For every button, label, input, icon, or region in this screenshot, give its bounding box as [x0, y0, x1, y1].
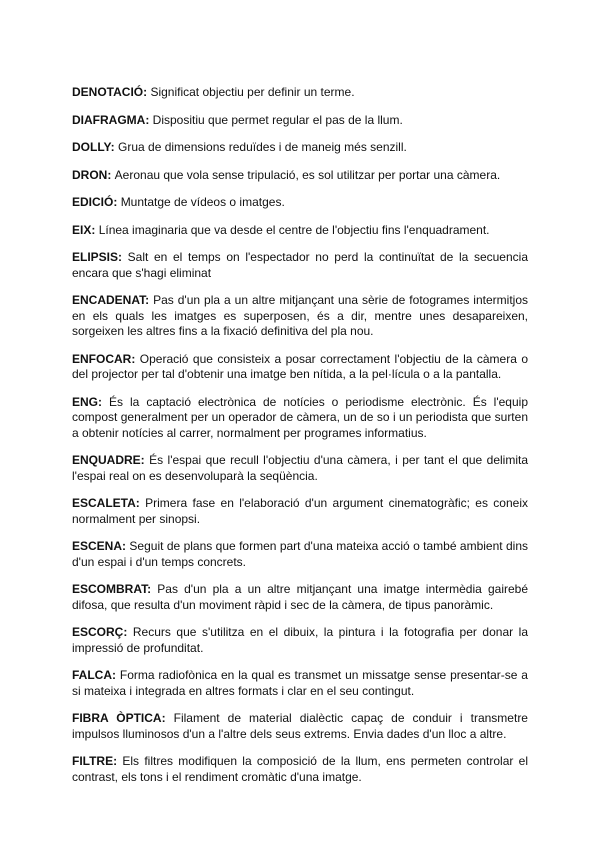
glossary-definition: Els filtres modifiquen la composició de la llum, ens permeten controlar el contrast, els tons i el rendiment cromàtic d'una imatge. — [72, 754, 528, 784]
glossary-term: DIAFRAGMA: — [72, 112, 150, 127]
glossary-definition: Filament de material dialèctic capaç de conduir i transmetre impulsos lluminosos d'un a l'altre dels seus extrems. Envia dades d'un lloc a altre. — [72, 711, 528, 741]
glossary-definition: És la captació electrònica de notícies o periodisme electrònic. És l'equip compost generalment per un operador de càmera, un de so i un periodista que surten a obtenir notícies al carrer, normalment per programes informatius. — [72, 394, 528, 440]
glossary-term: ESCORÇ: — [72, 625, 128, 639]
glossary-definition: Seguit de plans que formen part d'una mateixa acció o també ambient dins d'un espai i d'un temps concrets. — [72, 539, 528, 569]
glossary-entry — [72, 668, 528, 699]
glossary-entry — [72, 250, 528, 281]
glossary-definition: Recurs que s'utilitza en el dibuix, la pintura i la fotografia per donar la impressió de profunditat. — [72, 625, 529, 655]
glossary-definition: Pas d'un pla a un altre mitjançant una sèrie de fotogrames intermitjos en els quals les imatges es superposen, és a dir, mentre unes desapareixen, sorgeixen les altres fins a la fixació definitiva del pla nou. — [72, 293, 528, 338]
glossary-entry — [72, 496, 528, 527]
glossary-definition: Grua de dimensions reduïdes i de maneig més senzill. — [118, 140, 407, 154]
glossary-definition: Aeronau que vola sense tripulació, es sol utilitzar per portar una càmera. — [114, 167, 501, 182]
glossary-term: EIX: — [72, 222, 96, 237]
glossary-definition: Pas d'un pla a un altre mitjançant una imatge intermèdia gairebé difosa, que resulta d'un moviment ràpid i sec de la càmera, de tipus panoràmic. — [72, 582, 529, 612]
glossary-definition: Salt en el temps on l'espectador no perd la continuïtat de la secuencia encara que s'hagi eliminat — [72, 250, 528, 280]
glossary-term: ELIPSIS: — [72, 250, 123, 264]
glossary-entry — [72, 539, 528, 570]
glossary-term: ENG: — [72, 394, 102, 409]
glossary-term: ESCENA: — [72, 539, 127, 553]
glossary-entry — [72, 754, 528, 785]
glossary-term: ENFOCAR: — [72, 351, 136, 366]
glossary-term: DRON: — [72, 167, 112, 182]
glossary-definition: És l'espai que recull l'objectiu d'una càmera, i per tant el que delimita l'espai real on es desenvoluparà la seqüència. — [72, 453, 528, 483]
glossary-entry — [72, 352, 528, 383]
glossary-term: FILTRE: — [72, 754, 118, 768]
glossary-entry — [72, 293, 528, 340]
glossary-definition: Significat objectiu per definir un terme. — [150, 85, 355, 99]
glossary-entry — [72, 625, 528, 656]
glossary-term: DENOTACIÓ: — [72, 85, 148, 99]
glossary-entry — [72, 711, 528, 742]
glossary-definition: Dispositiu que permet regular el pas de la llum. — [152, 112, 403, 127]
glossary-entry — [72, 140, 528, 156]
glossary-term: ESCOMBRAT: — [72, 582, 152, 596]
glossary-term: FIBRA ÒPTICA: — [72, 711, 166, 725]
glossary-definition: Operació que consisteix a posar correctament l'objectiu de la càmera o del projector per tal d'obtenir una imatge ben nítida, a la pel·lícula o a la pantalla. — [72, 351, 528, 381]
glossary-entry — [72, 453, 528, 484]
glossary-definition: Línea imaginaria que va desde el centre de l'objectiu fins l'enquadrament. — [98, 222, 490, 237]
glossary-entry — [72, 113, 528, 129]
glossary-term: ENQUADRE: — [72, 453, 145, 467]
glossary-term: EDICIÓ: — [72, 195, 118, 209]
glossary-page — [72, 85, 528, 785]
glossary-entry — [72, 168, 528, 184]
glossary-term: ESCALETA: — [72, 496, 140, 510]
glossary-term: FALCA: — [72, 668, 116, 682]
glossary-entry — [72, 85, 528, 101]
glossary-entry — [72, 223, 528, 239]
glossary-entry — [72, 582, 528, 613]
glossary-definition: Muntatge de vídeos o imatges. — [120, 195, 285, 209]
glossary-entry — [72, 195, 528, 211]
glossary-term: DOLLY: — [72, 140, 115, 154]
glossary-definition: Primera fase en l'elaboració d'un argument cinematogràfic; es coneix normalment per sinopsi. — [72, 496, 528, 526]
glossary-definition: Forma radiofònica en la qual es transmet un missatge sense presentar-se a si mateixa i integrada en altres formats i clar en el seu contingut. — [72, 668, 528, 698]
glossary-entry — [72, 395, 528, 442]
glossary-term: ENCADENAT: — [72, 293, 150, 307]
